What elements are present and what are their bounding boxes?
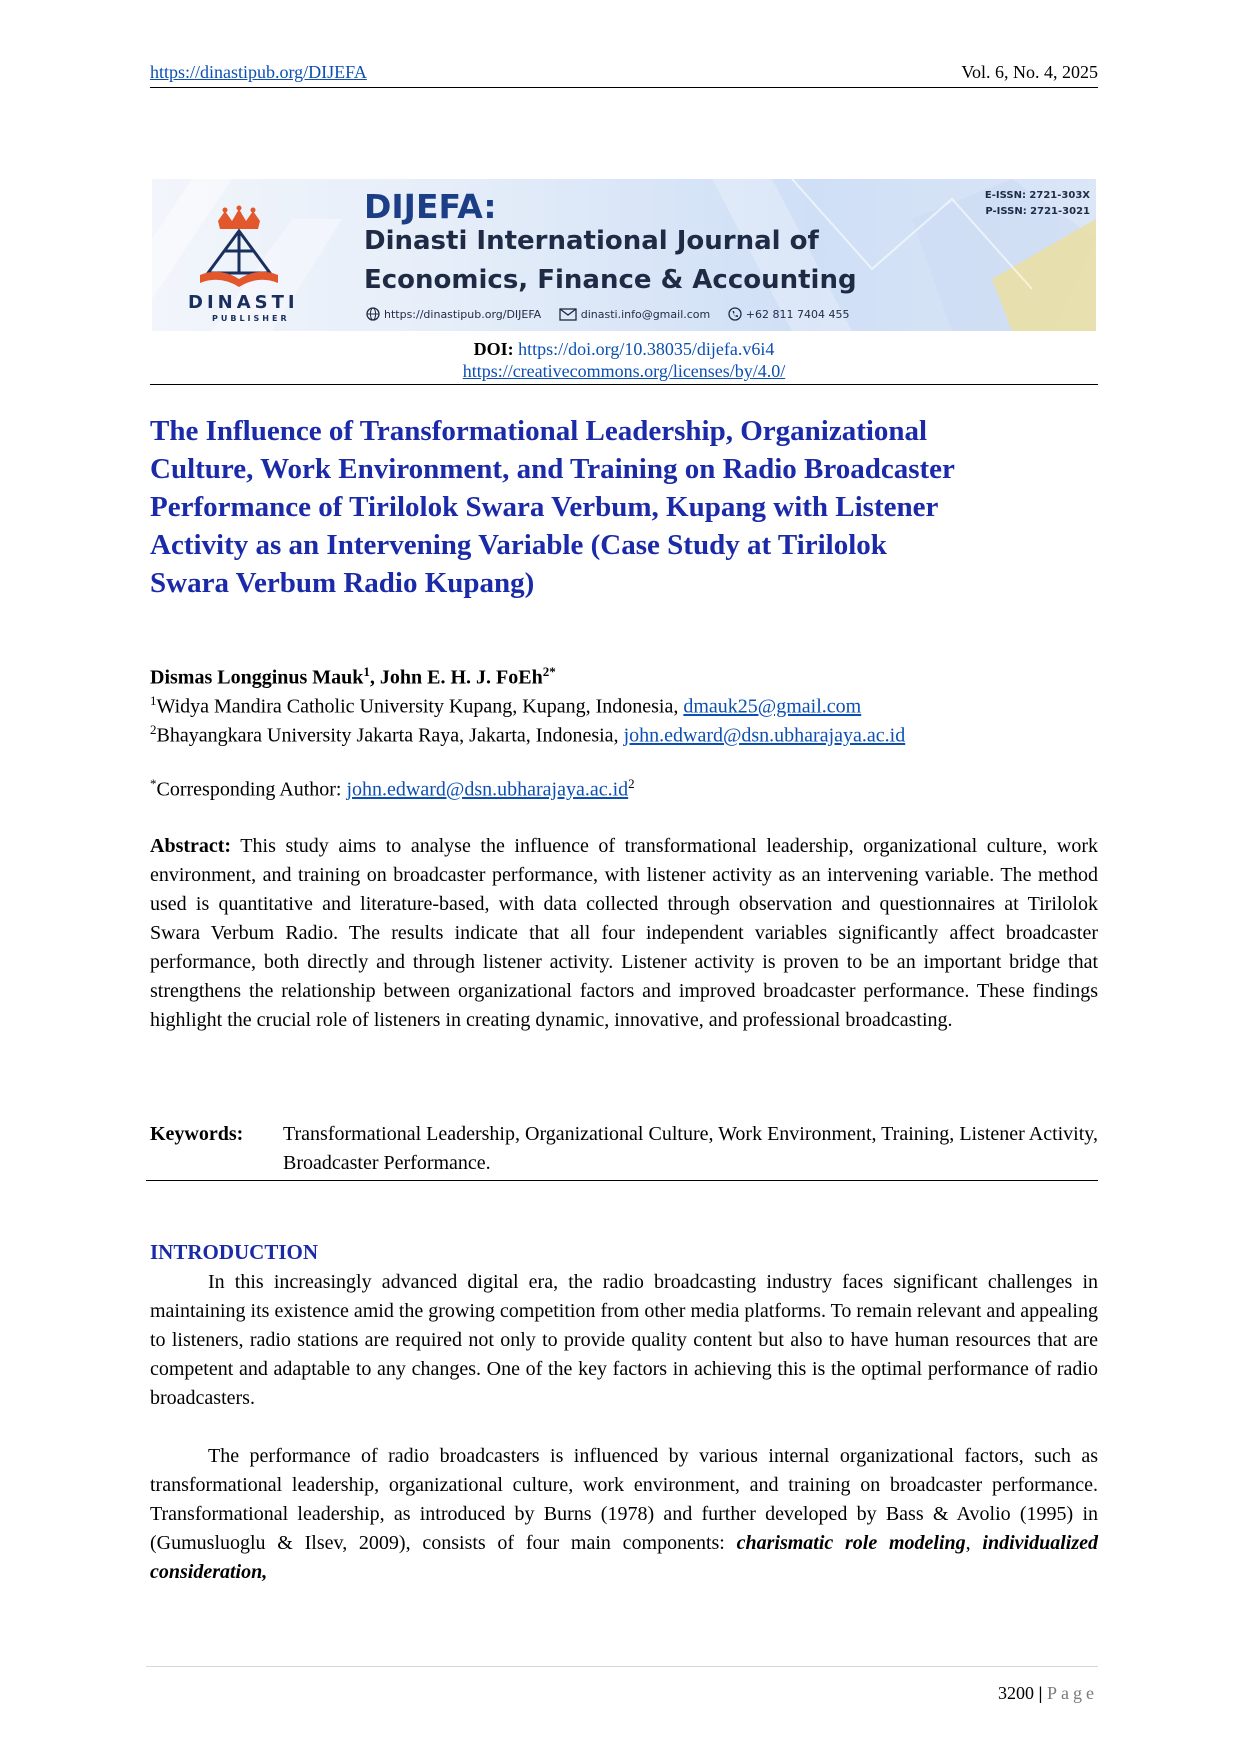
journal-acronym: DIJEFA: xyxy=(364,187,497,226)
intro-p2-text: The performance of radio broadcasters is influenced by various internal organizational factors, such as transformational leadership, organizational culture, work environment, and training on broadcaster performance. Transformational leadership, as introduced by Burns (1978) and further developed by Bass & Avolio (1995) in (Gumusluoglu & Ilsev, 2009), consists of four main components: xyxy=(150,1445,1098,1554)
pissn: P-ISSN: 2721-3021 xyxy=(985,206,1090,217)
publisher-subtitle: PUBLISHER xyxy=(212,314,290,323)
issn-block xyxy=(985,188,1090,220)
banner-contacts xyxy=(366,307,863,321)
affiliation-text: Bhayangkara University Jakarta Raya, Jakarta, Indonesia, xyxy=(156,724,624,747)
author-separator: , xyxy=(369,666,380,689)
abstract xyxy=(150,832,1098,1035)
doi-link[interactable]: https://doi.org/10.38035/dijefa.v6i4 xyxy=(518,339,775,359)
banner-website[interactable]: https://dinastipub.org/DIJEFA xyxy=(384,307,542,321)
globe-icon xyxy=(366,307,380,321)
section-heading-introduction: INTRODUCTION xyxy=(150,1240,319,1264)
volume-issue: Vol. 6, No. 4, 2025 xyxy=(961,62,1098,82)
affiliation-email-link[interactable]: dmauk25@gmail.com xyxy=(683,695,862,718)
running-header xyxy=(150,60,1098,88)
intro-paragraph-1: In this increasingly advanced digital era, the radio broadcasting industry faces significant challenges in maintaining its existence amid the growing competition from other media platforms. To remain relevant and appealing to listeners, radio stations are required not only to provide quality content but also to have human resources that are competent and adaptable to any changes. One of the key factors in achieving this is the optimal performance of radio broadcasters. xyxy=(150,1271,1098,1409)
intro-paragraph-2 xyxy=(150,1442,1098,1587)
affiliation-1 xyxy=(150,693,861,719)
corresponding-author xyxy=(150,776,635,802)
journal-banner xyxy=(152,179,1096,331)
keywords-divider xyxy=(146,1180,1098,1181)
banner-phone: +62 811 7404 455 xyxy=(745,307,850,321)
mail-icon xyxy=(559,308,577,321)
keywords-text: Transformational Leadership, Organizational Culture, Work Environment, Training, Listener Activity, Broadcaster Performance. xyxy=(283,1123,1098,1174)
license-link[interactable]: https://creativecommons.org/licenses/by/4.0/ xyxy=(462,361,786,381)
affiliation-text: Widya Mandira Catholic University Kupang, Kupang, Indonesia, xyxy=(156,695,684,718)
corresponding-email-link[interactable]: john.edward@dsn.ubharajaya.ac.id xyxy=(346,778,629,801)
keywords xyxy=(150,1120,1098,1178)
keywords-label: Keywords: xyxy=(150,1123,244,1145)
affiliation-email-link[interactable]: john.edward@dsn.ubharajaya.ac.id xyxy=(623,724,906,747)
article-title xyxy=(150,412,1098,602)
affiliation-sup: 2 xyxy=(150,722,157,737)
title-line: The Influence of Transformational Leadership, Organizational xyxy=(150,415,928,447)
affiliation-sup: 1 xyxy=(150,693,157,708)
abstract-text: This study aims to analyse the influence of transformational leadership, organizational culture, work environment, and training on broadcaster performance, with listener activity as an intervening variable. The method used is quantitative and literature-based, with data collected through observation and questionnaires at Tirilolok Swara Verbum Radio. The results indicate that all four independent variables significantly affect broadcaster performance, both directly and through listener activity. Listener activity is proven to be an important bridge that strengthens the relationship between organizational factors and improved broadcaster performance. These findings highlight the crucial role of listeners in creating dynamic, innovative, and professional broadcasting. xyxy=(150,835,1098,1031)
intro-p2-emphasis-1: charismatic role modeling xyxy=(736,1532,966,1554)
doi-block xyxy=(150,338,1098,382)
footer-separator: | xyxy=(1038,1683,1043,1703)
page-word: Page xyxy=(1047,1683,1098,1703)
doi-label: DOI: xyxy=(473,339,514,359)
author-2: John E. H. J. FoEh xyxy=(379,666,543,689)
eissn: E-ISSN: 2721-303X xyxy=(984,190,1090,201)
journal-title-line1: Dinasti International Journal of xyxy=(364,226,819,256)
author-1: Dismas Longginus Mauk xyxy=(150,666,364,689)
author-list xyxy=(150,664,556,690)
title-line: Activity as an Intervening Variable (Case Study at Tirilolok xyxy=(150,529,887,561)
footer-divider xyxy=(146,1666,1098,1667)
author-1-sup: 1 xyxy=(363,664,370,679)
corresponding-after-sup: 2 xyxy=(628,776,635,791)
journal-url-link[interactable]: https://dinastipub.org/DIJEFA xyxy=(150,62,367,82)
affiliation-2 xyxy=(150,722,905,748)
corresponding-label: Corresponding Author: xyxy=(156,778,347,801)
author-2-sup: 2* xyxy=(542,664,556,679)
publisher-name: DINASTI xyxy=(188,292,299,313)
title-line: Performance of Tirilolok Swara Verbum, Kupang with Listener xyxy=(150,491,939,523)
journal-title-line2: Economics, Finance & Accounting xyxy=(364,265,857,295)
intro-p2-comma-1: , xyxy=(965,1532,983,1554)
intro-p2-emphasis-2: individualized consideration xyxy=(150,1532,1098,1583)
phone-icon xyxy=(728,307,742,321)
corresponding-sup: * xyxy=(150,776,157,791)
doi-divider xyxy=(150,384,1098,385)
page-footer xyxy=(998,1683,1098,1704)
intro-p2-comma-2: , xyxy=(262,1561,268,1583)
title-line: Culture, Work Environment, and Training on Radio Broadcaster xyxy=(150,453,955,485)
page-number: 3200 xyxy=(998,1683,1035,1703)
abstract-label: Abstract: xyxy=(150,835,232,857)
banner-email[interactable]: dinasti.info@gmail.com xyxy=(580,307,711,321)
title-line: Swara Verbum Radio Kupang) xyxy=(150,567,535,599)
